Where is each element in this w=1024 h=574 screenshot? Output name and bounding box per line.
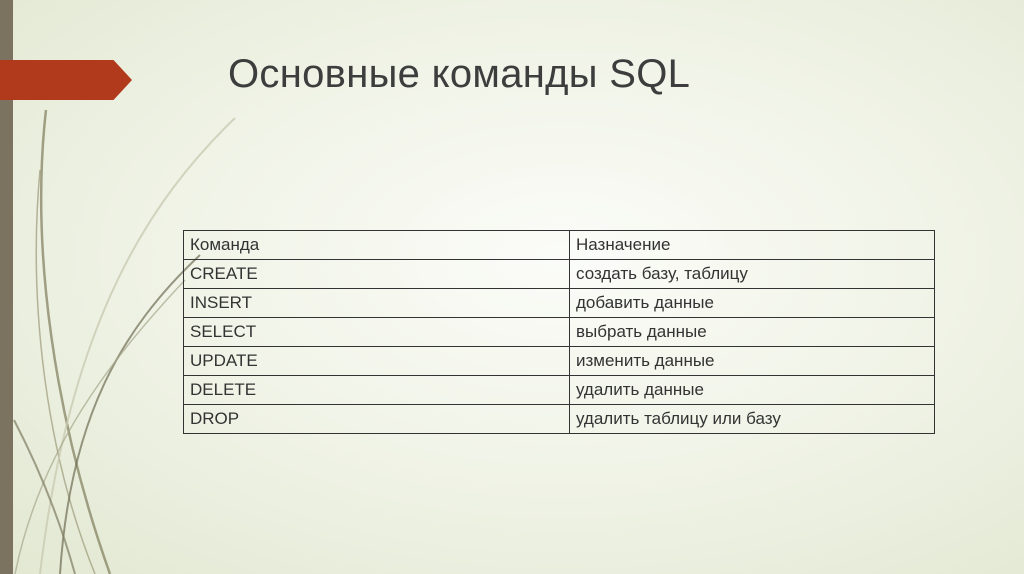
command-cell: CREATE bbox=[184, 260, 570, 289]
purpose-cell: изменить данные bbox=[570, 347, 935, 376]
purpose-cell: добавить данные bbox=[570, 289, 935, 318]
title-arrow-marker bbox=[0, 60, 132, 100]
table-header-row bbox=[184, 231, 935, 260]
purpose-cell: удалить данные bbox=[570, 376, 935, 405]
purpose-cell: выбрать данные bbox=[570, 318, 935, 347]
table-row bbox=[184, 405, 935, 434]
command-cell: SELECT bbox=[184, 318, 570, 347]
header-purpose: Назначение bbox=[570, 231, 935, 260]
command-cell: DROP bbox=[184, 405, 570, 434]
table-row bbox=[184, 260, 935, 289]
header-command: Команда bbox=[184, 231, 570, 260]
table-row bbox=[184, 289, 935, 318]
table-row bbox=[184, 318, 935, 347]
command-cell: INSERT bbox=[184, 289, 570, 318]
command-cell: DELETE bbox=[184, 376, 570, 405]
purpose-cell: удалить таблицу или базу bbox=[570, 405, 935, 434]
command-cell: UPDATE bbox=[184, 347, 570, 376]
slide-title: Основные команды SQL bbox=[228, 52, 691, 96]
table-row bbox=[184, 376, 935, 405]
sql-commands-table bbox=[183, 230, 935, 434]
table-row bbox=[184, 347, 935, 376]
purpose-cell: создать базу, таблицу bbox=[570, 260, 935, 289]
